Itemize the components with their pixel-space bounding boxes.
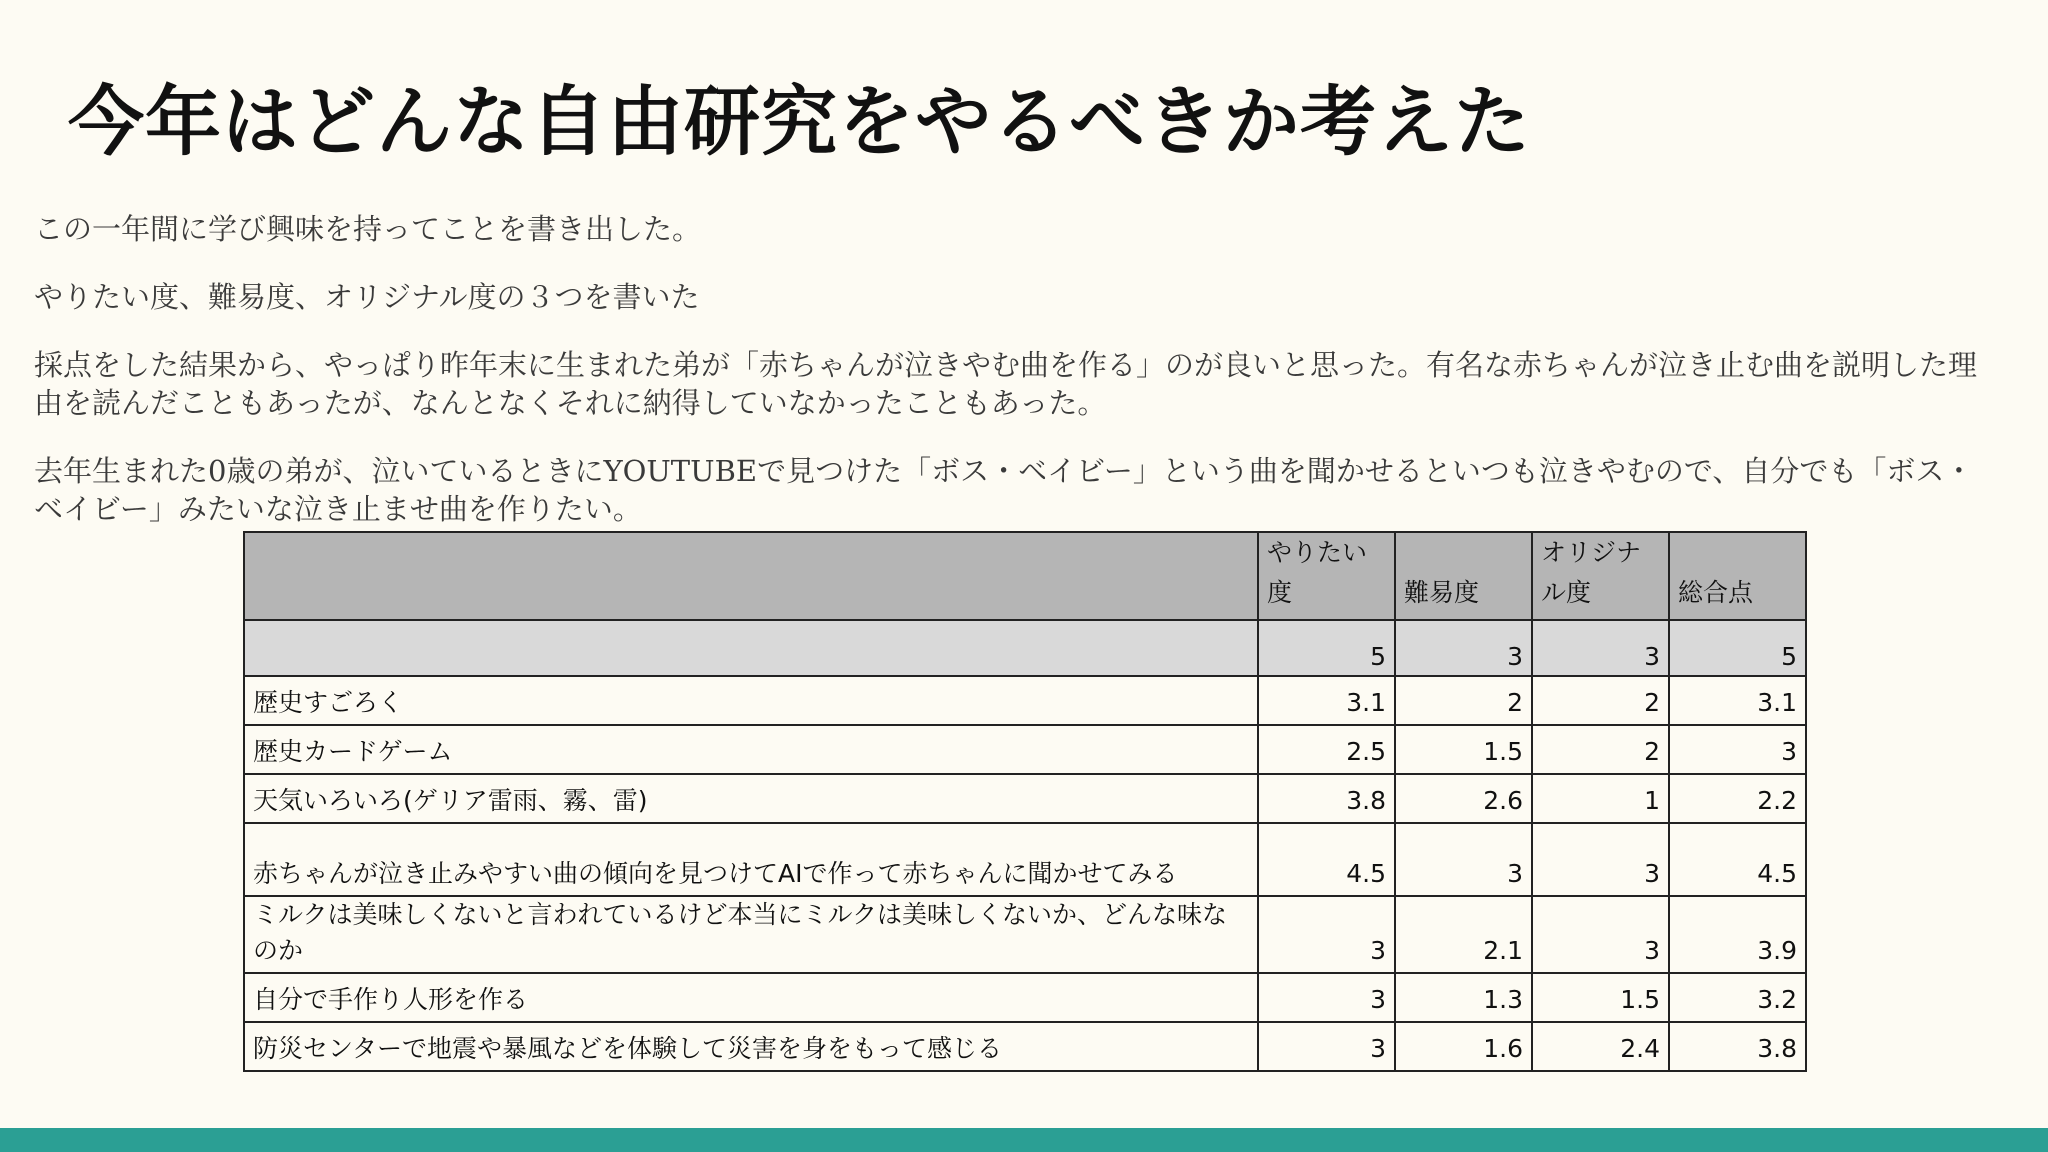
table-row: [244, 676, 1806, 725]
paragraph-result: 採点をした結果から、やっぱり昨年末に生まれた弟が「赤ちゃんが泣きやむ曲を作る」のが良いと思った。有名な赤ちゃんが泣き止む曲を説明した理由を読んだこともあったが、なんとなくそれに納得していなかったこともあった。: [34, 348, 1978, 420]
weight-want: 5: [1258, 620, 1395, 676]
paragraph-criteria: やりたい度、難易度、オリジナル度の３つを書いた: [34, 280, 700, 314]
weight-item: [244, 620, 1258, 676]
row-total: 3.8: [1669, 1022, 1806, 1071]
row-difficulty: 1.3: [1395, 973, 1532, 1022]
weight-difficulty: 3: [1395, 620, 1532, 676]
row-total: 3.9: [1669, 896, 1806, 973]
header-difficulty: 難易度: [1395, 532, 1532, 620]
table-header-row: [244, 532, 1806, 620]
row-item: 防災センターで地震や暴風などを体験して災害を身をもって感じる: [244, 1022, 1258, 1071]
header-item: [244, 532, 1258, 620]
row-difficulty: 1.5: [1395, 725, 1532, 774]
row-want: 3.8: [1258, 774, 1395, 823]
row-difficulty: 1.6: [1395, 1022, 1532, 1071]
score-table: [243, 531, 1807, 1072]
row-difficulty: 2.1: [1395, 896, 1532, 973]
row-want: 3: [1258, 1022, 1395, 1071]
row-want: 3.1: [1258, 676, 1395, 725]
row-want: 2.5: [1258, 725, 1395, 774]
row-total: 4.5: [1669, 823, 1806, 896]
weight-originality: 3: [1532, 620, 1669, 676]
footer-accent-bar: [0, 1128, 2048, 1152]
row-total: 2.2: [1669, 774, 1806, 823]
row-want: 4.5: [1258, 823, 1395, 896]
table-row: [244, 725, 1806, 774]
row-want: 3: [1258, 896, 1395, 973]
row-item: 天気いろいろ(ゲリア雷雨、霧、雷): [244, 774, 1258, 823]
row-difficulty: 2: [1395, 676, 1532, 725]
row-item: ミルクは美味しくないと言われているけど本当にミルクは美味しくないか、どんな味なのか: [244, 896, 1258, 973]
row-item: 自分で手作り人形を作る: [244, 973, 1258, 1022]
row-difficulty: 2.6: [1395, 774, 1532, 823]
table-row: [244, 896, 1806, 973]
row-total: 3: [1669, 725, 1806, 774]
table-row: [244, 973, 1806, 1022]
body-text: [34, 210, 1994, 528]
row-item: 歴史すごろく: [244, 676, 1258, 725]
row-originality: 3: [1532, 896, 1669, 973]
row-item: 歴史カードゲーム: [244, 725, 1258, 774]
header-originality: オリジナル度: [1532, 532, 1669, 620]
table-row: [244, 774, 1806, 823]
row-originality: 3: [1532, 823, 1669, 896]
row-item: 赤ちゃんが泣き止みやすい曲の傾向を見つけてAIで作って赤ちゃんに聞かせてみる: [244, 823, 1258, 896]
row-originality: 2: [1532, 725, 1669, 774]
row-originality: 2.4: [1532, 1022, 1669, 1071]
header-want: やりたい度: [1258, 532, 1395, 620]
table-row: [244, 1022, 1806, 1071]
weight-total: 5: [1669, 620, 1806, 676]
paragraph-interests: この一年間に学び興味を持ってことを書き出した。: [34, 212, 702, 246]
row-difficulty: 3: [1395, 823, 1532, 896]
row-total: 3.2: [1669, 973, 1806, 1022]
weight-row: [244, 620, 1806, 676]
row-originality: 1.5: [1532, 973, 1669, 1022]
slide-title: 今年はどんな自由研究をやるべきか考えた: [68, 77, 1531, 166]
row-total: 3.1: [1669, 676, 1806, 725]
row-originality: 2: [1532, 676, 1669, 725]
row-originality: 1: [1532, 774, 1669, 823]
paragraph-motivation: 去年生まれた0歳の弟が、泣いているときにYOUTUBEで見つけた「ボス・ベイビー」という曲を聞かせるといつも泣きやむので、自分でも「ボス・ベイビー」みたいな泣き止ませ曲を作りたい。: [34, 454, 1974, 526]
table-row: [244, 823, 1806, 896]
row-want: 3: [1258, 973, 1395, 1022]
header-total: 総合点: [1669, 532, 1806, 620]
